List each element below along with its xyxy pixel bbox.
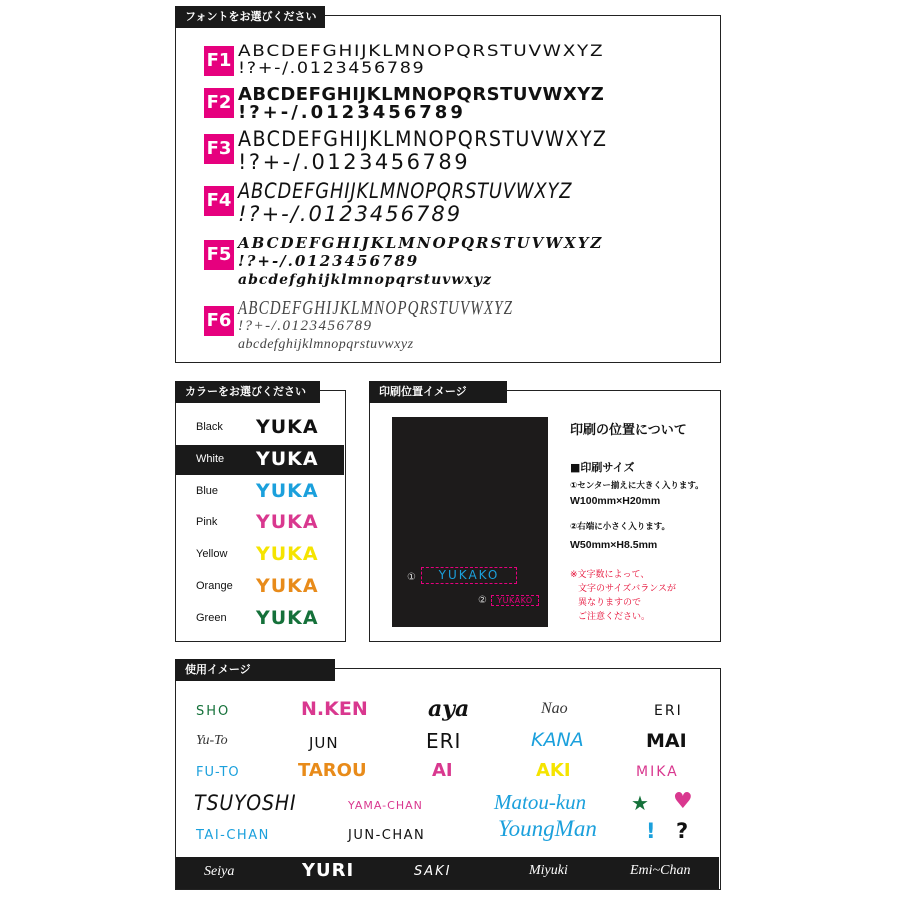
fonts-panel <box>175 10 721 363</box>
font-sample-line: ABCDEFGHIJKLMNOPQRSTUVWXYZ <box>238 84 605 105</box>
usage-example-bar: Seiya <box>204 864 235 879</box>
font-badge: F6 <box>204 306 234 336</box>
print-size-label: ■印刷サイズ <box>570 461 635 474</box>
heart-icon: ♥ <box>673 789 693 814</box>
position-2-size: W50mm×H8.5mm <box>570 539 658 551</box>
font-badge: F1 <box>204 46 234 76</box>
usage-example: ? <box>676 819 689 843</box>
font-sample-line: abcdefghijklmnopqrstuvwxyz <box>238 337 414 352</box>
usage-example-bar: Emi~Chan <box>630 863 691 878</box>
usage-example: JUN-CHAN <box>348 828 426 843</box>
color-name: Orange <box>196 580 233 592</box>
usage-example: TSUYOSHI <box>194 791 297 815</box>
usage-example: aya <box>428 696 470 722</box>
usage-example: ERI <box>426 729 462 753</box>
print-heading: 印刷の位置について <box>570 423 687 438</box>
font-sample-line: !?+-/.0123456789 <box>238 318 373 334</box>
font-badge: F3 <box>204 134 234 164</box>
usage-example: Matou-kun <box>494 790 587 814</box>
print-note: 文字のサイズバランスが <box>578 584 677 594</box>
position-2-desc: ②右端に小さく入ります。 <box>570 522 671 532</box>
print-note: 異なりますので <box>578 598 642 608</box>
color-option-pink[interactable] <box>176 508 344 538</box>
usage-example: ! <box>646 819 656 843</box>
print-position-panel <box>369 385 721 642</box>
color-option-orange[interactable] <box>176 572 344 602</box>
colors-section-title: カラーをお選びください <box>175 381 320 403</box>
color-sample: YUKA <box>256 511 319 533</box>
usage-example: AI <box>432 760 453 781</box>
font-sample-line: !?+-/.0123456789 <box>238 202 463 226</box>
usage-example: YAMA-CHAN <box>348 799 423 812</box>
position-1-size: W100mm×H20mm <box>570 495 661 507</box>
font-badge: F2 <box>204 88 234 118</box>
print-note: ※文字数によって、 <box>570 570 650 580</box>
usage-example: Yu-To <box>196 733 228 748</box>
usage-example: YoungMan <box>498 816 597 841</box>
shirt-preview <box>392 417 548 627</box>
position-1-desc: ①センター揃えに大きく入ります。 <box>570 481 704 491</box>
color-sample: YUKA <box>256 416 319 438</box>
font-sample-line: !?+-/.0123456789 <box>238 102 466 123</box>
color-sample: YUKA <box>256 480 319 502</box>
color-sample: YUKA <box>256 607 319 629</box>
usage-example: SHO <box>196 704 231 719</box>
color-sample: YUKA <box>256 543 319 565</box>
fonts-section-title: フォントをお選びください <box>175 6 325 28</box>
usage-example: JUN <box>309 734 339 752</box>
star-icon: ★ <box>631 791 649 815</box>
color-option-white[interactable] <box>176 445 344 475</box>
color-option-yellow[interactable] <box>176 540 344 570</box>
font-sample-line: ABCDEFGHIJKLMNOPQRSTUVWXYZ <box>238 127 608 151</box>
color-name: Yellow <box>196 548 228 560</box>
font-sample-line: ABCDEFGHIJKLMNOPQRSTUVWXYZ <box>238 234 604 252</box>
font-badge: F5 <box>204 240 234 270</box>
print-note: ご注意ください。 <box>578 612 651 622</box>
colors-panel <box>175 385 346 642</box>
usage-bottom-bar <box>176 857 719 889</box>
color-sample: YUKA <box>256 575 319 597</box>
font-sample-line: !?+-/.0123456789 <box>238 252 420 270</box>
usage-example-bar: Miyuki <box>529 863 568 878</box>
color-option-blue[interactable] <box>176 477 344 507</box>
usage-example: MIKA <box>636 764 679 780</box>
usage-example: TAROU <box>298 760 367 781</box>
color-name: Green <box>196 612 227 624</box>
color-name: Pink <box>196 516 218 528</box>
font-sample-line: ABCDEFGHIJKLMNOPQRSTUVWXYZ <box>238 297 514 319</box>
usage-example: Nao <box>541 700 568 717</box>
color-name: Blue <box>196 485 219 497</box>
usage-example: ERI <box>654 703 683 719</box>
font-sample-line: abcdefghijklmnopqrstuvwxyz <box>238 272 492 288</box>
usage-example: MAI <box>646 730 687 752</box>
position-marker-2: ② <box>478 595 487 606</box>
position-marker-1: ① <box>407 572 416 583</box>
usage-example: AKI <box>536 760 571 781</box>
font-sample-line: ABCDEFGHIJKLMNOPQRSTUVWXYZ <box>238 179 573 203</box>
font-sample-line: !?+-/.0123456789 <box>238 150 471 174</box>
usage-section-title: 使用イメージ <box>175 659 335 681</box>
font-sample-line: ABCDEFGHIJKLMNOPQRSTUVWXYZ <box>238 41 605 60</box>
usage-example-bar: YURI <box>302 860 355 881</box>
color-option-green[interactable] <box>176 604 344 634</box>
usage-example-bar: SAKI <box>414 864 452 879</box>
usage-example: KANA <box>531 729 584 751</box>
print-section-title: 印刷位置イメージ <box>369 381 507 403</box>
usage-example: TAI-CHAN <box>196 828 270 843</box>
color-sample: YUKA <box>256 448 319 470</box>
print-sample-large: YUKAKO <box>421 567 517 584</box>
font-badge: F4 <box>204 186 234 216</box>
usage-panel <box>175 663 721 890</box>
usage-example: FU-TO <box>196 765 240 780</box>
font-sample-line: !?+-/.0123456789 <box>238 58 426 77</box>
usage-example: N.KEN <box>301 698 368 720</box>
print-sample-small: YUKAKO <box>491 595 539 606</box>
color-name: White <box>196 453 225 465</box>
color-name: Black <box>196 421 223 433</box>
color-option-black[interactable] <box>176 413 344 443</box>
